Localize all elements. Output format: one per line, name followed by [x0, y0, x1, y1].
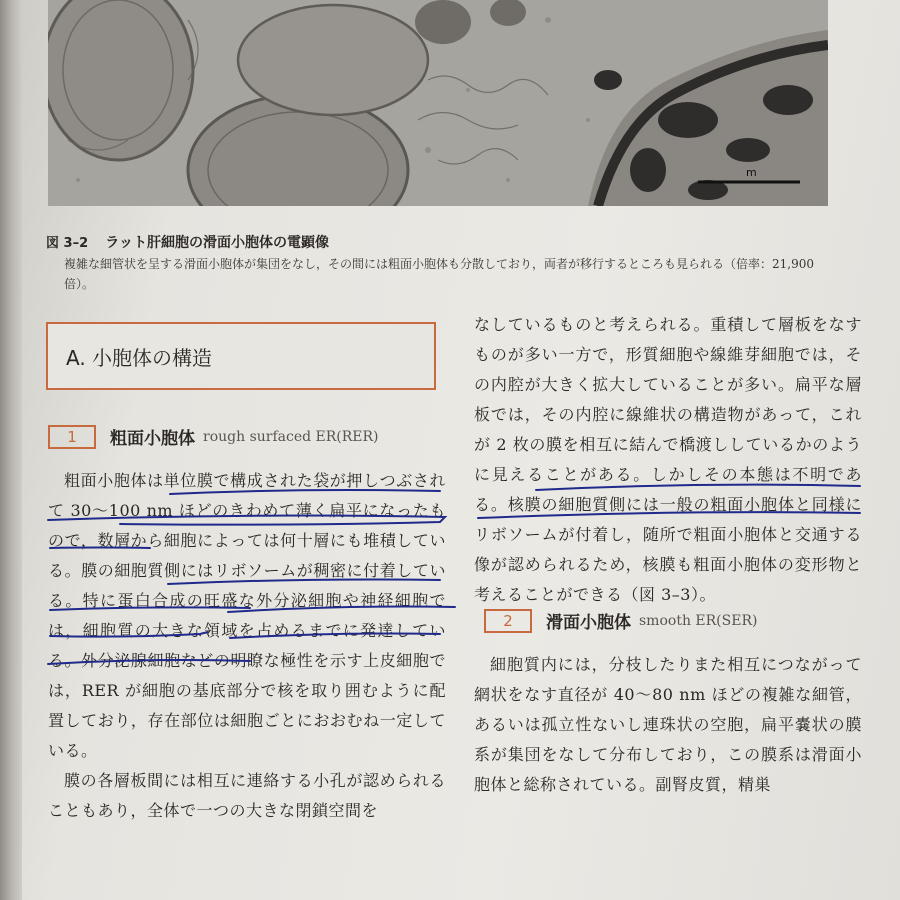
- left-column: [48, 466, 446, 826]
- subsection-title-jp: 粗面小胞体: [110, 429, 195, 449]
- subsection-number: 2: [484, 609, 532, 633]
- paragraph-ser-1: 細胞質内には，分枝したりまた相互につながって網状をなす直径が 40～80 nm ほどの複雑な細管，あるいは孤立性ないし連珠状の空胞，扁平嚢状の膜系が集団をなして分布しており，この膜系は滑面小胞体と総称されている。副腎皮質，精巣: [474, 655, 862, 794]
- paragraph-rer-2: 膜の各層板間には相互に連絡する小孔が認められることもあり，全体で一つの大きな閉鎖空間を: [48, 771, 446, 820]
- figure-description: 複雑な細管状を呈する滑面小胞体が集団をなし，その間には粗面小胞体も分散しており，両者が移行するところも見られる（倍率：21,900 倍）。: [64, 257, 814, 291]
- subsection-title-jp: 滑面小胞体: [546, 613, 631, 633]
- paragraph-rer-1: 粗面小胞体は単位膜で構成された袋が押しつぶされて 30～100 nm ほどのきわめて薄く扁平になったもので，数層から細胞によっては何十層にも堆積している。膜の細胞質側にはリボソームが稠密に付着している。特に蛋白合成の旺盛な外分泌細胞や神経細胞では，細胞質の大きな領域を占めるまでに発達している。外分泌腺細胞などの明瞭な極性を示す上皮細胞では，RER が細胞の基底部分で核を取り囲むように配置しており，存在部位は細胞ごとにおおむね一定している。: [48, 471, 446, 760]
- subsection-heading-ser: [484, 608, 757, 633]
- electron-micrograph: [48, 0, 828, 206]
- figure-number: 図 3–2: [46, 236, 89, 251]
- book-spine: [0, 0, 22, 900]
- right-column-top: [474, 310, 862, 610]
- section-heading: A. 小胞体の構造: [66, 346, 213, 370]
- paragraph-rer-3: なしているものと考えられる。重積して層板をなすものが多い一方で，形質細胞や線維芽細胞では，その内腔が大きく拡大していることが多い。扁平な層板では，その内腔に線維状の構造物があって，これが 2 枚の膜を相互に結んで橋渡ししているかのように見えることがある。しかしその本態は不明である。核膜の細胞質側には一般の粗面小胞体と同様にリボソームが付着し，随所で粗面小胞体と交通する像が認められるため，核膜も粗面小胞体の変形物と考えることができる（図 3–3）。: [474, 315, 862, 604]
- right-column-bottom: [474, 650, 862, 800]
- subsection-number: 1: [48, 425, 96, 449]
- subsection-title-en: rough surfaced ER(RER): [203, 428, 379, 445]
- subsection-title-en: smooth ER(SER): [639, 612, 758, 629]
- subsection-heading-rer: [48, 424, 379, 449]
- figure-caption: [46, 232, 836, 294]
- scale-label: m: [746, 166, 757, 179]
- figure-title: ラット肝細胞の滑面小胞体の電顕像: [105, 235, 329, 251]
- section-heading-box: [46, 322, 436, 390]
